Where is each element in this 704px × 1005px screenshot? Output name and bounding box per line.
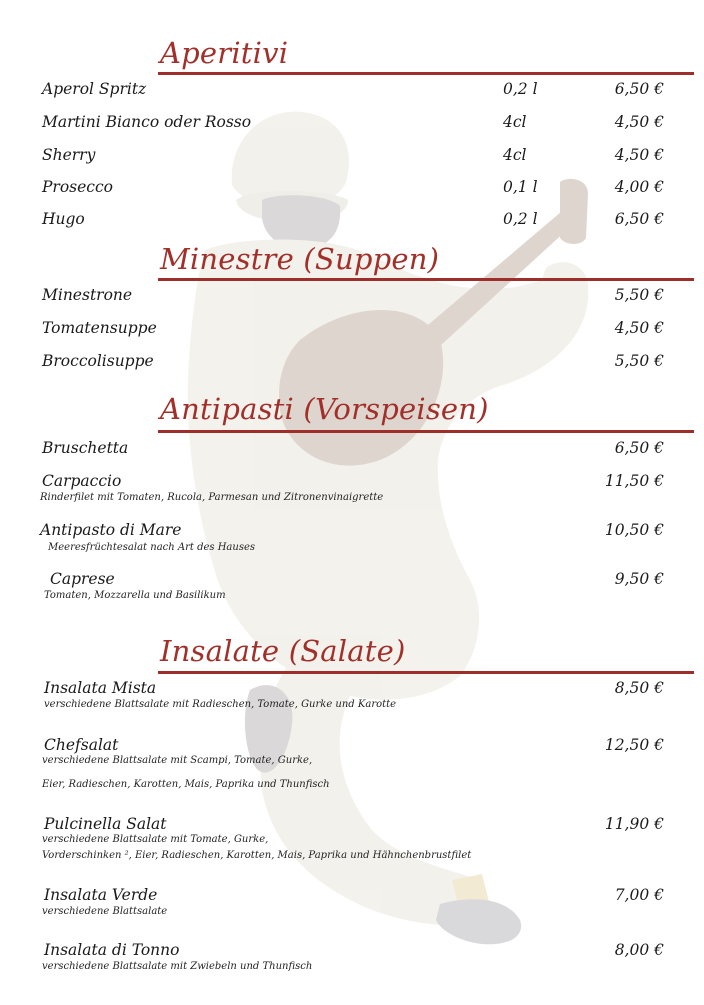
menu-item-name: Sherry: [42, 146, 96, 164]
menu-item-description: verschiedene Blattsalate mit Tomate, Gurke,: [42, 834, 269, 845]
menu-item-price: 12,50 €: [604, 736, 664, 754]
menu-item-size: 0,2 l: [503, 210, 538, 228]
menu-item-description: verschiedene Blattsalate: [42, 906, 168, 917]
section-rule: [158, 72, 694, 75]
section-rule: [158, 430, 694, 433]
menu-item-description: verschiedene Blattsalate mit Radieschen, Tomate, Gurke und Karotte: [44, 699, 397, 710]
menu-item-name: Caprese: [50, 570, 115, 588]
menu-item-name: Prosecco: [42, 178, 113, 196]
menu-item-name: Antipasto di Mare: [40, 521, 182, 539]
menu-item-description: Rinderfilet mit Tomaten, Rucola, Parmesan und Zitronenvinaigrette: [40, 492, 384, 503]
menu-item-price: 10,50 €: [604, 521, 664, 539]
section-rule: [158, 278, 694, 281]
menu-item-name: Tomatensuppe: [42, 319, 157, 337]
section-rule: [158, 671, 694, 674]
menu-item-description: Tomaten, Mozzarella und Basilikum: [44, 590, 226, 601]
menu-item-price: 4,50 €: [614, 146, 664, 164]
menu-item-price: 7,00 €: [614, 886, 664, 904]
menu-item-name: Pulcinella Salat: [44, 815, 167, 833]
section-title-minestre: Minestre (Suppen): [160, 242, 440, 276]
menu-item-price: 5,50 €: [614, 352, 664, 370]
menu-item-price: 4,50 €: [614, 319, 664, 337]
menu-item-size: 4cl: [503, 113, 527, 131]
menu-item-size: 0,1 l: [503, 178, 538, 196]
menu-item-name: Insalata Mista: [44, 679, 157, 697]
section-title-antipasti: Antipasti (Vorspeisen): [160, 392, 489, 426]
menu-item-description: verschiedene Blattsalate mit Zwiebeln und Thunfisch: [42, 961, 313, 972]
menu-item-name: Carpaccio: [42, 472, 122, 490]
menu-item-name: Hugo: [42, 210, 85, 228]
menu-item-description-line2: Eier, Radieschen, Karotten, Mais, Paprika und Thunfisch: [42, 779, 330, 790]
menu-item-name: Chefsalat: [44, 736, 119, 754]
menu-item-size: 4cl: [503, 146, 527, 164]
menu-item-price: 9,50 €: [614, 570, 664, 588]
menu-item-price: 8,50 €: [614, 679, 664, 697]
menu-item-description-line2: Vorderschinken ², Eier, Radieschen, Karotten, Mais, Paprika und Hähnchenbrustfilet: [42, 850, 472, 861]
menu-item-name: Insalata di Tonno: [44, 941, 180, 959]
menu-item-name: Bruschetta: [42, 439, 129, 457]
menu-item-name: Minestrone: [42, 286, 133, 304]
menu-item-name: Broccolisuppe: [42, 352, 154, 370]
menu-item-price: 11,50 €: [604, 472, 664, 490]
menu-item-price: 8,00 €: [614, 941, 664, 959]
menu-item-price: 4,50 €: [614, 113, 664, 131]
menu-item-price: 5,50 €: [614, 286, 664, 304]
section-title-aperitivi: Aperitivi: [160, 36, 289, 70]
menu-item-name: Aperol Spritz: [42, 80, 147, 98]
menu-item-name: Insalata Verde: [44, 886, 158, 904]
menu-item-name: Martini Bianco oder Rosso: [42, 113, 252, 131]
menu-item-size: 0,2 l: [503, 80, 538, 98]
menu-item-price: 6,50 €: [614, 210, 664, 228]
menu-item-price: 11,90 €: [604, 815, 664, 833]
menu-item-description: Meeresfrüchtesalat nach Art des Hauses: [48, 542, 256, 553]
section-title-insalate: Insalate (Salate): [160, 634, 406, 668]
menu-item-price: 4,00 €: [614, 178, 664, 196]
menu-item-price: 6,50 €: [614, 80, 664, 98]
menu-item-price: 6,50 €: [614, 439, 664, 457]
menu-item-description: verschiedene Blattsalate mit Scampi, Tomate, Gurke,: [42, 755, 313, 766]
